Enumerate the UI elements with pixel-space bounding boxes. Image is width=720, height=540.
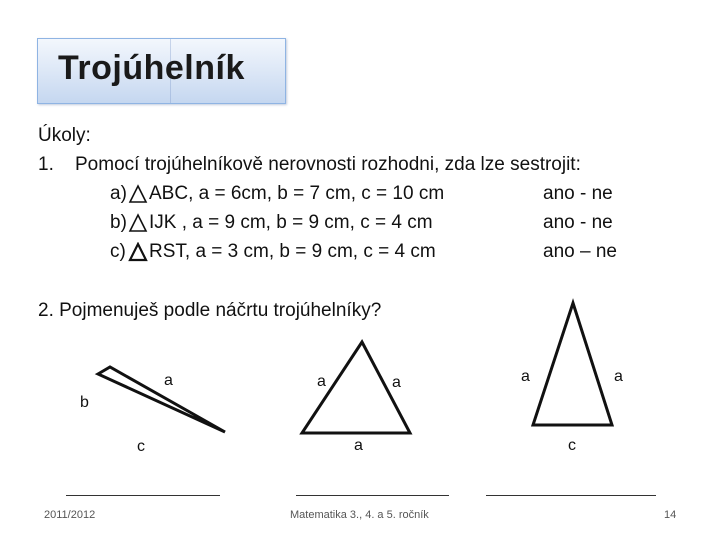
task1-item-a-text: ABC, a = 6cm, b = 7 cm, c = 10 cm bbox=[149, 183, 445, 204]
task1-item-b-answer: ano - ne bbox=[543, 212, 613, 233]
t3-label-right: a bbox=[614, 368, 623, 385]
task2-text: 2. Pojmenuješ podle náčrtu trojúhelníky? bbox=[38, 300, 382, 321]
task1-item-c-text: RST, a = 3 cm, b = 9 cm, c = 4 cm bbox=[149, 241, 436, 262]
answer-blank-1[interactable] bbox=[66, 495, 220, 496]
task1-number: 1. bbox=[38, 154, 54, 175]
answer-blank-2[interactable] bbox=[296, 495, 449, 496]
task1-item-b-prefix: b) bbox=[110, 212, 127, 233]
t2-label-bottom: a bbox=[354, 437, 363, 454]
triangle-1 bbox=[98, 367, 225, 432]
answer-blank-3[interactable] bbox=[486, 495, 656, 496]
task1-item-c-prefix: c) bbox=[110, 241, 126, 262]
tasks-heading: Úkoly: bbox=[38, 125, 91, 146]
t2-label-right: a bbox=[392, 374, 401, 391]
footer-page-number: 14 bbox=[664, 509, 677, 521]
t3-label-left: a bbox=[521, 368, 530, 385]
footer-course: Matematika 3., 4. a 5. ročník bbox=[290, 509, 429, 521]
t1-label-a: a bbox=[164, 372, 173, 389]
triangle-3 bbox=[533, 303, 612, 425]
page-title: Trojúhelník bbox=[58, 49, 245, 87]
t2-label-left: a bbox=[317, 373, 326, 390]
task1-item-b-text: IJK , a = 9 cm, b = 9 cm, c = 4 cm bbox=[149, 212, 433, 233]
task1-item-a-prefix: a) bbox=[110, 183, 127, 204]
t3-label-bottom: c bbox=[568, 437, 576, 454]
footer-year: 2011/2012 bbox=[44, 509, 96, 521]
t1-label-c: c bbox=[137, 438, 145, 455]
task1-item-c-answer: ano – ne bbox=[543, 241, 617, 262]
task1-item-a-answer: ano - ne bbox=[543, 183, 613, 204]
t1-label-b: b bbox=[80, 394, 89, 411]
task1-text: Pomocí trojúhelníkově nerovnosti rozhodni, zda lze sestrojit: bbox=[75, 154, 581, 175]
